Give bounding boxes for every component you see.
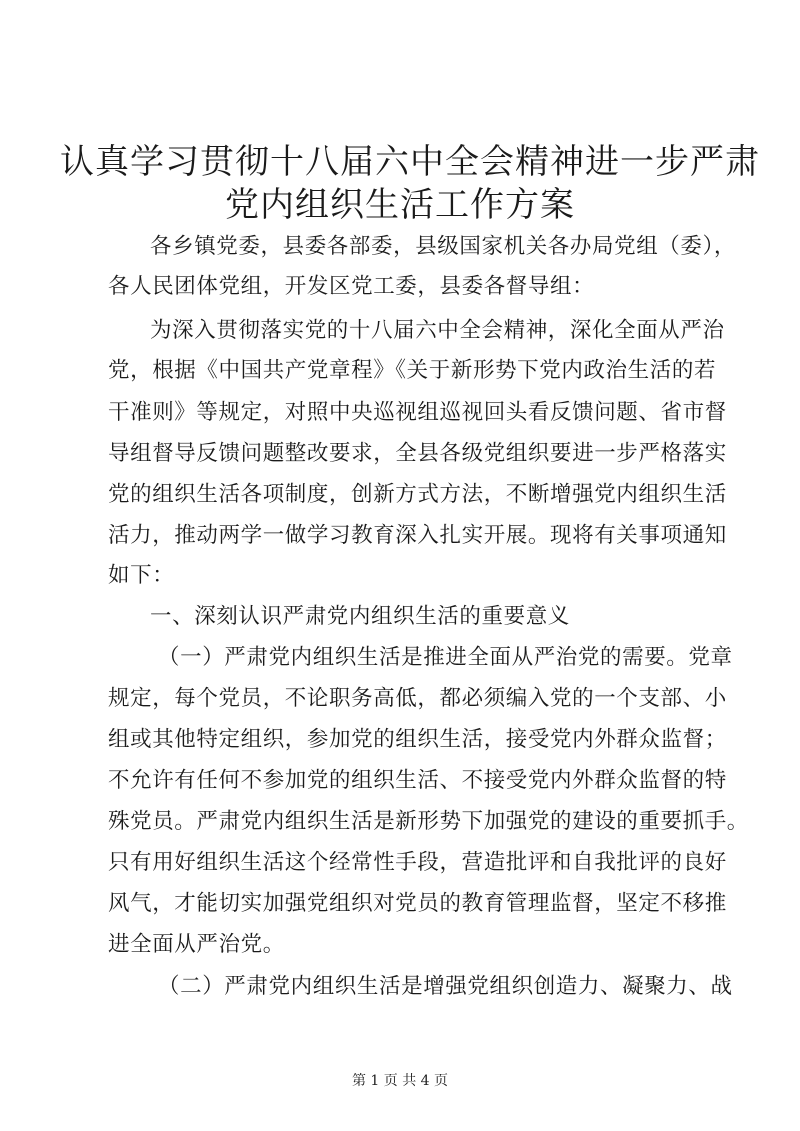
intro-paragraph-line-7: 如下： [108, 563, 175, 588]
subsection-1-line-7: 风气，才能切实加强党组织对党员的教育管理监督，坚定不移推 [108, 891, 727, 916]
intro-paragraph-line-6: 活力，推动两学一做学习教育深入扎实开展。现将有关事项通知 [108, 523, 727, 548]
addressee-line-1: 各乡镇党委，县委各部委，县级国家机关各办局党组（委）， [150, 234, 736, 259]
subsection-1-line-5: 殊党员。严肃党内组织生活是新形势下加强党的建设的重要抓手。 [108, 809, 749, 834]
intro-paragraph-line-2: 党，根据《中国共产党章程》《关于新形势下党内政治生活的若 [108, 358, 717, 383]
subsection-1-line-6: 只有用好组织生活这个经常性手段，营造批评和自我批评的良好 [108, 850, 727, 875]
subsection-1-line-3: 组或其他特定组织，参加党的组织生活，接受党内外群众监督； [108, 727, 727, 752]
intro-paragraph-line-5: 党的组织生活各项制度，创新方式方法，不断增强党内组织生活 [108, 482, 727, 507]
section-heading-1: 一、深刻认识严肃党内组织生活的重要意义 [150, 604, 570, 629]
intro-paragraph-line-1: 为深入贯彻落实党的十八届六中全会精神，深化全面从严治 [150, 318, 725, 343]
intro-paragraph-line-4: 导组督导反馈问题整改要求，全县各级党组织要进一步严格落实 [108, 441, 727, 466]
subsection-1-line-2: 规定，每个党员，不论职务高低，都必须编入党的一个支部、小 [108, 686, 727, 711]
subsection-1-line-4: 不允许有任何不参加党的组织生活、不接受党内外群众监督的特 [108, 768, 727, 793]
document-title-line-1: 认真学习贯彻十八届六中全会精神进一步严肃 [60, 142, 760, 182]
subsection-1-line-8: 进全面从严治党。 [108, 932, 285, 957]
subsection-1-line-1: （一）严肃党内组织生活是推进全面从严治党的需要。党章 [158, 645, 733, 670]
document-title-line-2: 党内组织生活工作方案 [225, 185, 575, 225]
subsection-2-line-1: （二）严肃党内组织生活是增强党组织创造力、凝聚力、战 [158, 974, 733, 999]
page-footer: 第 1 页 共 4 页 [351, 1073, 449, 1089]
intro-paragraph-line-3: 干准则》等规定，对照中央巡视组巡视回头看反馈问题、省市督 [108, 400, 727, 425]
addressee-line-2: 各人民团体党组，开发区党工委，县委各督导组： [108, 274, 595, 299]
